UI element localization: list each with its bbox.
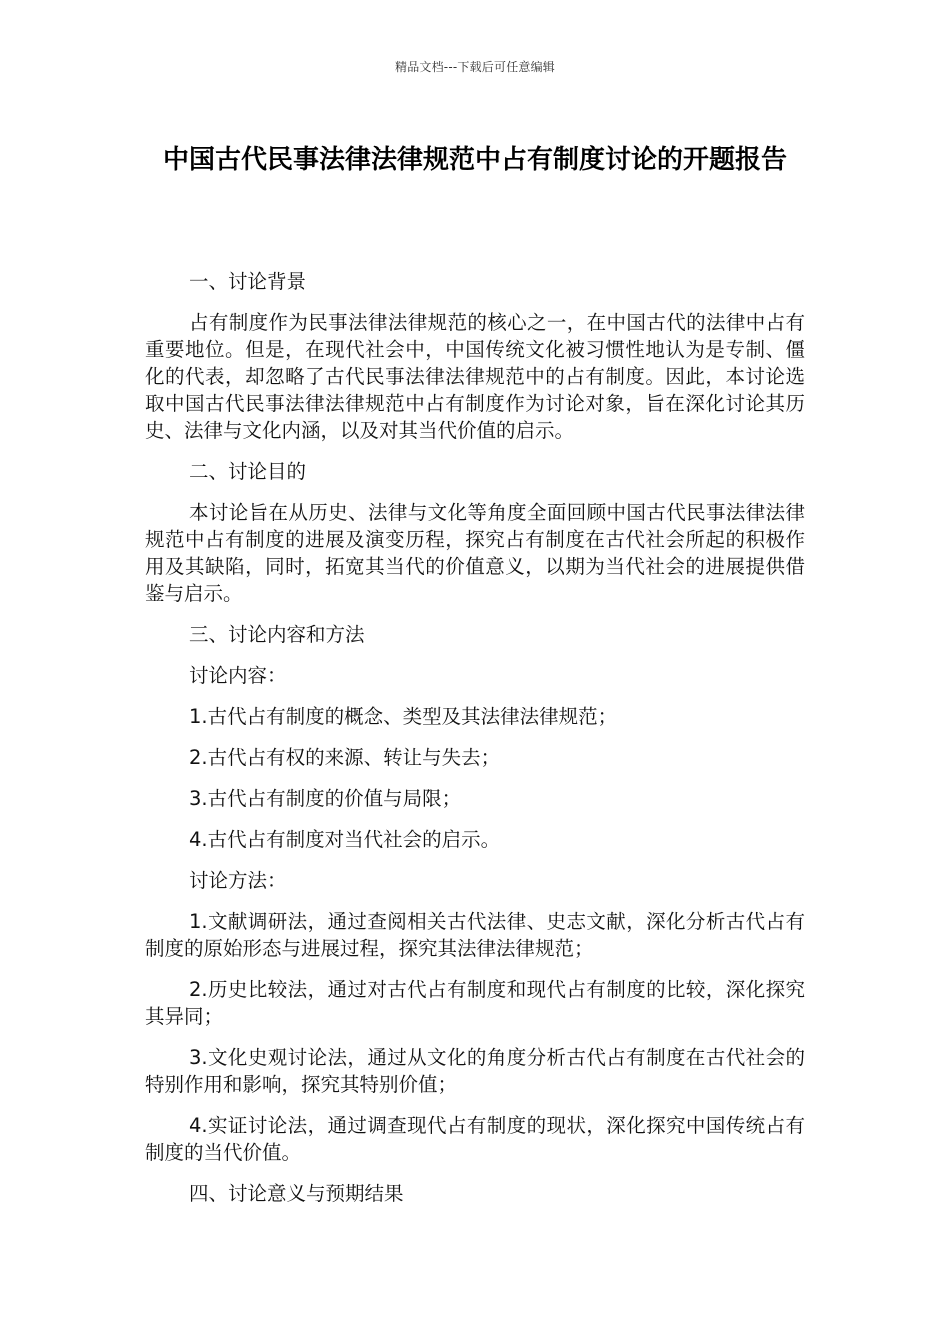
- method-item: 1.文献调研法，通过查阅相关古代法律、史志文献，深化分析古代占有制度的原始形态与进展过程，探究其法律法律规范；: [145, 910, 805, 960]
- content-item: 2.古代占有权的来源、转让与失去；: [189, 746, 501, 769]
- content-item: 3.古代占有制度的价值与局限；: [189, 787, 462, 810]
- section-heading-content-method: 三、讨论内容和方法: [189, 623, 365, 646]
- paragraph-background: 占有制度作为民事法律法律规范的核心之一，在中国古代的法律中占有重要地位。但是，在现代社会中，中国传统文化被习惯性地认为是专制、僵化的代表，却忽略了古代民事法律法律规范中的占有制度。因此，本讨论选取中国古代民事法律法律规范中占有制度作为讨论对象，旨在深化讨论其历史、法律与文化内涵，以及对其当代价值的启示。: [145, 311, 805, 442]
- section-heading-significance: 四、讨论意义与预期结果: [189, 1182, 404, 1205]
- paragraph-purpose: 本讨论旨在从历史、法律与文化等角度全面回顾中国古代民事法律法律规范中占有制度的进展及演变历程，探究占有制度在古代社会所起的积极作用及其缺陷，同时，拓宽其当代的价值意义，以期为当代社会的进展提供借鉴与启示。: [145, 501, 805, 605]
- content-item: 4.古代占有制度对当代社会的启示。: [189, 828, 501, 851]
- content-label: 讨论内容：: [189, 664, 287, 687]
- method-item: 3.文化史观讨论法，通过从文化的角度分析古代占有制度在古代社会的特别作用和影响，探究其特别价值；: [145, 1046, 805, 1096]
- section-heading-purpose: 二、讨论目的: [189, 460, 307, 483]
- header-note: 精品文档---下载后可任意编辑: [395, 60, 555, 74]
- document-title: 中国古代民事法律法律规范中占有制度讨论的开题报告: [162, 145, 787, 175]
- section-heading-background: 一、讨论背景: [189, 270, 307, 293]
- document-body: [145, 268, 805, 1221]
- content-item: 1.古代占有制度的概念、类型及其法律法律规范；: [189, 705, 618, 728]
- method-item: 4.实证讨论法，通过调查现代占有制度的现状，深化探究中国传统占有制度的当代价值。: [145, 1114, 805, 1164]
- method-item: 2.历史比较法，通过对古代占有制度和现代占有制度的比较，深化探究其异同；: [145, 978, 805, 1028]
- method-label: 讨论方法：: [189, 869, 287, 892]
